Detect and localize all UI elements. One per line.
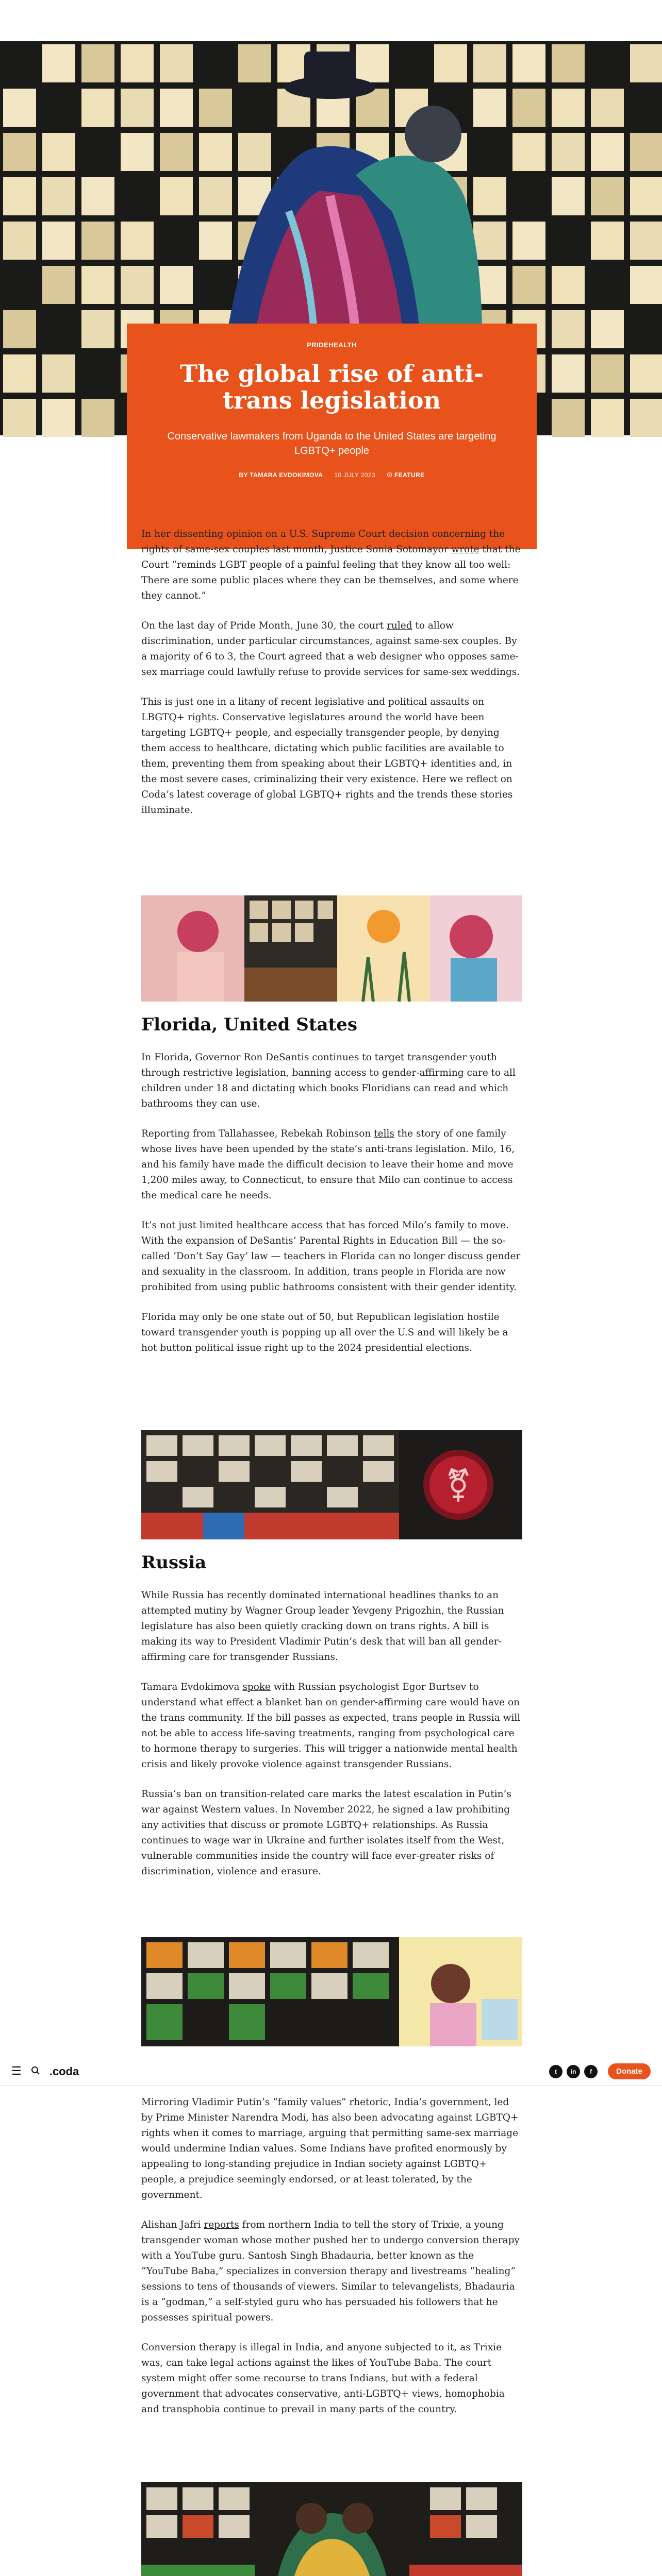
header-actions <box>549 2063 651 2079</box>
section-russia <box>141 1552 522 1894</box>
paragraph: While Russia has recently dominated international headlines thanks to an attempted mutiny by Wagner Group leader Yevgeny Prigozhin, the Russian legislature has also been quietly cracking down on trans rights. A bill is making its way to President Vladimir Putin’s desk that will ban all gender-affirming care for transgender Russians. <box>141 1590 504 1663</box>
article-title: The global rise of anti-trans legislation <box>179 360 484 414</box>
paragraph: This is just one in a litany of recent legislative and political assaults on LBGTQ+ rights. Conservative legislatures around the world have been targeting LGBTQ+ people, and especially transgender people, by denying them access to healthcare, dictating which public facilities are available to them, preventing them from speaking about their LGBTQ+ identities and, in the most severe cases, criminalizing their very existence. Here we reflect on Coda’s latest coverage of global LGBTQ+ rights and the trends these stories illuminate. <box>141 697 513 816</box>
section-heading: Florida, United States <box>141 1014 358 1035</box>
uganda-illustration <box>141 2482 522 2576</box>
menu-icon[interactable]: ☰ <box>11 2065 22 2078</box>
search-icon[interactable] <box>31 2066 40 2077</box>
publish-date: 10 JULY 2023 <box>334 471 376 479</box>
feature-icon: ☉ <box>387 471 393 479</box>
linkedin-icon[interactable]: in <box>567 2065 580 2078</box>
russia-illustration <box>141 1430 522 1539</box>
inline-link[interactable]: ruled <box>387 620 412 631</box>
twitter-icon[interactable]: t <box>549 2065 562 2078</box>
article-intro <box>141 527 522 833</box>
byline <box>158 471 506 479</box>
paragraph: Alishan Jafri reports from northern India to tell the story of Trixie, a young transgender woman whose mother pushed her to undergo conversion therapy with a YouTube guru. Santosh Singh Bhadauria, better known as the “YouTube Baba,” specializes in conversion therapy and livestreams “healing” sessions to tens of thousands of viewers. Similar to televangelists, Bhadauria is a “godman,” a self-styled guru who has persuaded his followers that he possesses spiritual powers. <box>141 2219 520 2323</box>
paragraph: Reporting from Tallahassee, Rebekah Robinson tells the story of one family whose lives have been upended by the state’s anti-trans legislation. Milo, 16, and his family have made the difficult decision to leave their home and move 1,200 miles away, to Connecticut, to ensure that Milo can continue to access the medical care he needs. <box>141 1128 515 1201</box>
inline-link[interactable]: spoke <box>242 1682 271 1692</box>
inline-link[interactable]: reports <box>204 2219 239 2230</box>
svg-text:⚧: ⚧ <box>445 1466 472 1504</box>
byline-prefix: BY <box>239 471 248 479</box>
paragraph: Tamara Evdokimova spoke with Russian psychologist Egor Burtsev to understand what effect a blanket ban on gender-affirming care would have on the trans community. If the bill passes as expected, trans people in Russia will not be able to access life-saving treatments, ranging from psychological care to hormone therapy to surgeries. This will trigger a nationwide mental health crisis and likely provoke violence against transgender Russians. <box>141 1682 521 1770</box>
feature-label: FEATURE <box>394 471 425 479</box>
paragraph: In her dissenting opinion on a U.S. Supreme Court decision concerning the rights of same-sex couples last month, Justice Sonia Sotomayor wrote that the Court “reminds LGBT people of a painful feeling that they know all too well: There are some public places where they can be themselves, and some where they cannot.” <box>141 529 521 601</box>
facebook-icon[interactable]: f <box>584 2065 598 2078</box>
site-logo[interactable]: .coda <box>49 2064 79 2078</box>
section-florida <box>141 1014 522 1370</box>
paragraph: Mirroring Vladimir Putin’s “family values” rhetoric, India’s government, led by Prime Minister Narendra Modi, has also been advocating against LGBTQ+ rights when it comes to marriage, arguing that permitting same-sex marriage would undermine Indian values. Some Indians have profited enormously by appealing to long-standing prejudice in Indian society against LGBTQ+ people, a prejudice seemingly endorsed, or at least tolerated, by the government. <box>141 2097 519 2200</box>
category-kicker[interactable]: PRIDEHEALTH <box>307 341 357 349</box>
section-heading: Russia <box>141 1552 207 1573</box>
article-subtitle: Conservative lawmakers from Uganda to the United States are targeting LGBTQ+ people <box>167 431 496 456</box>
inline-link[interactable]: tells <box>374 1128 394 1139</box>
donate-button[interactable]: Donate <box>608 2063 651 2079</box>
hero-image <box>0 41 662 479</box>
paragraph: Florida may only be one state out of 50, but Republican legislation hostile toward transgender youth is popping up all over the U.S and will likely be a hot button political issue right up to the 2024 presidential elections. <box>141 1312 508 1353</box>
paragraph: On the last day of Pride Month, June 30, the court ruled to allow discrimination, under particular circumstances, against same-sex couples. By a majority of 6 to 3, the Court agreed that a web designer who opposes same-sex marriage could lawfully refuse to provide services for same-sex weddings. <box>141 620 520 677</box>
inline-link[interactable]: wrote <box>451 544 479 555</box>
section-india <box>141 2095 522 2432</box>
india-illustration <box>141 1937 522 2046</box>
paragraph: Russia’s ban on transition-related care marks the latest escalation in Putin’s war against Western values. In November 2022, he signed a law prohibiting any activities that discuss or promote LGBTQ+ relationships. As Russia continues to wage war in Ukraine and further isolates itself from the West, vulnerable communities inside the country will face ever-greater risks of discrimination, violence and erasure. <box>141 1789 511 1877</box>
paragraph: It’s not just limited healthcare access that has forced Milo’s family to move. With the expansion of DeSantis’ Parental Rights in Education Bill — the so-called ‘Don’t Say Gay’ law — teachers in Florida can no longer discuss gender and sexuality in the classroom. In addition, trans people in Florida are now prohibited from using public bathrooms consistent with their gender identity. <box>141 1220 521 1293</box>
paragraph: Conversion therapy is illegal in India, and anyone subjected to it, as Trixie was, can take legal actions against the likes of YouTube Baba. The court system might offer some recourse to trans Indians, but with a federal government that advocates conservative, anti-LGBTQ+ views, homophobia and transphobia continue to prevail in many parts of the country. <box>141 2342 505 2415</box>
paragraph: In Florida, Governor Ron DeSantis continues to target transgender youth through restrictive legislation, banning access to gender-affirming care to all children under 18 and dictating which books Floridians can read and which bathrooms they can use. <box>141 1052 516 1109</box>
site-header <box>0 2057 662 2086</box>
hero-title-card <box>127 324 537 549</box>
florida-illustration <box>141 895 522 1002</box>
author-link[interactable]: TAMARA EVDOKIMOVA <box>250 471 323 479</box>
